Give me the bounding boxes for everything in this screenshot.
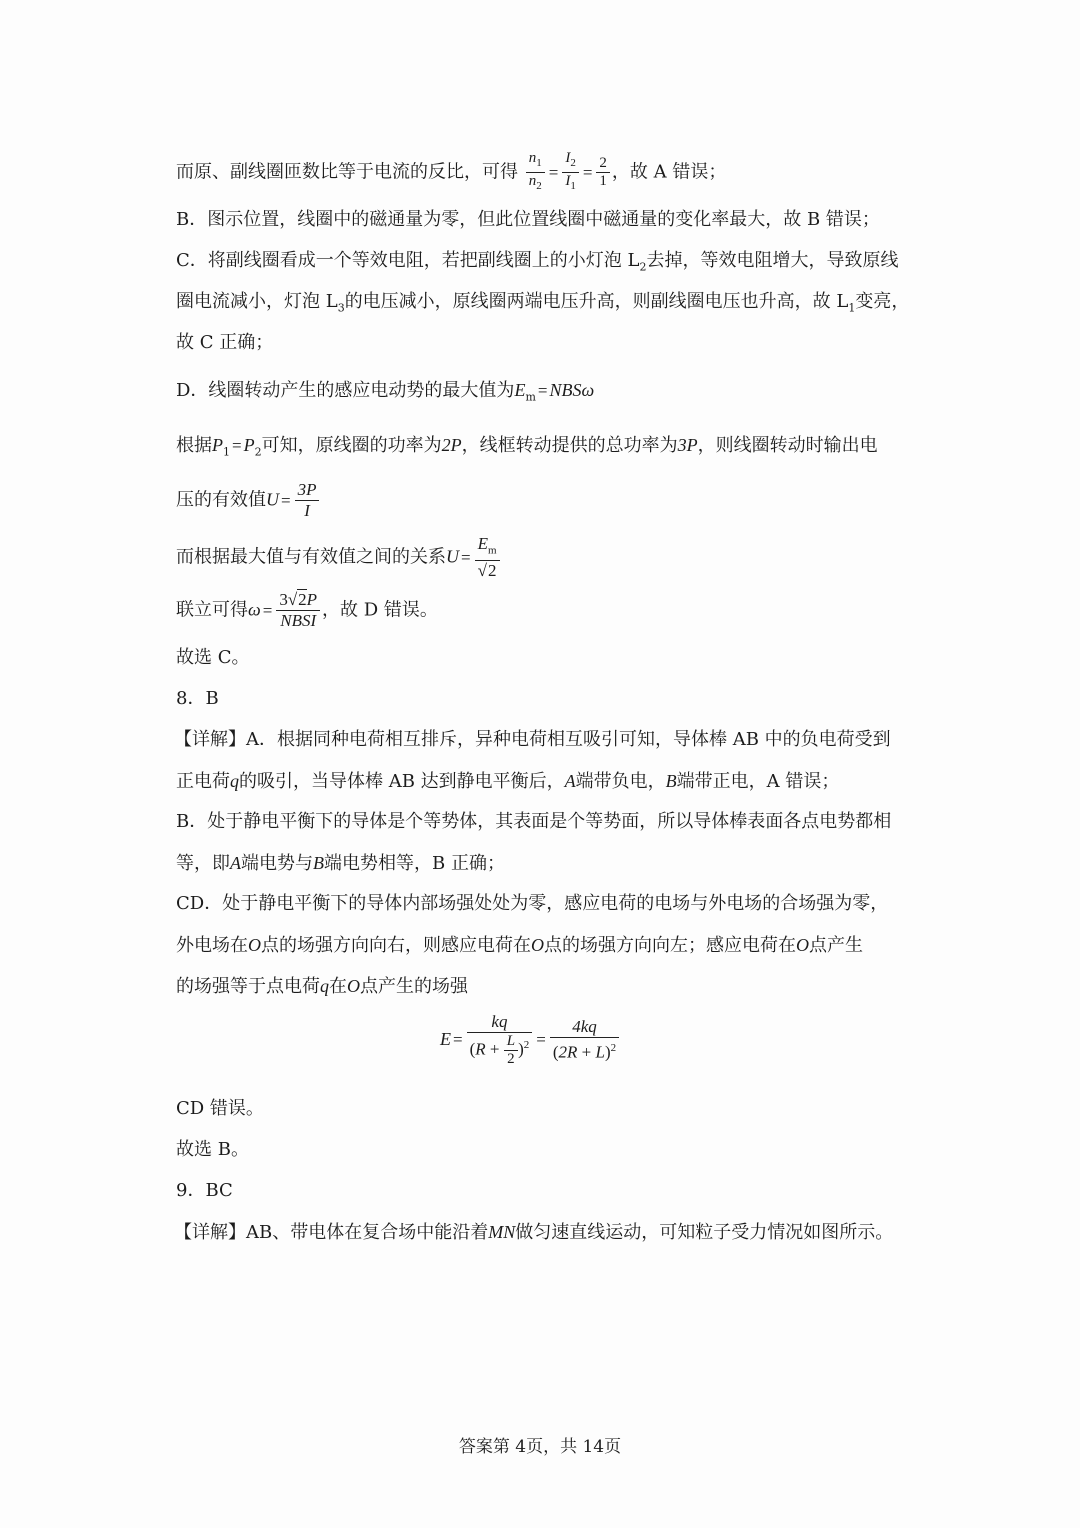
fraction-3P-I: $\frac{3P}{I}$ — [295, 480, 320, 521]
fraction-I2-I1: $\frac{I_2}{I_1}$ — [562, 150, 579, 195]
fraction-n1-n2: $\frac{n_1}{n_2}$ — [526, 150, 545, 195]
line-relation: 而根据最大值与有效值之间的关系U = $\frac{E_m}{√2}$ — [176, 534, 502, 581]
line-q8-5: CD．处于静电平衡下的导体内部场强处处为零，感应电荷的电场与外电场的合场强为零， — [176, 893, 889, 914]
line-q8-6: 外电场在O点的场强方向向右，则感应电荷在O点的场强方向向左；感应电荷在O点产生 — [176, 935, 863, 956]
field-equation: E = kq (R + $\frac{L}{2}$ )$^2$ = $\frac{4kq}{(2R + L)^2}$ — [440, 1012, 621, 1068]
line-q8-detail: 【详解】A．根据同种电荷相互排斥，异种电荷相互吸引可知，导体棒 AB 中的负电荷受到 — [174, 729, 891, 750]
fraction-4kq: $\frac{4kq}{(2R + L)^2}$ — [550, 1017, 619, 1063]
line-U: 压的有效值U = $\frac{3P}{I}$ — [176, 480, 321, 521]
line-C: C．将副线圈看成一个等效电阻，若把副线圈上的小灯泡 $L_2$去掉，等效电阻增大，导致原线 — [176, 250, 899, 274]
text: ，故 A 错误； — [611, 161, 727, 183]
line-q8-4: 等，即A端电势与B端电势相等，B 正确； — [176, 853, 505, 874]
line-ratio: 而原、副线圈匝数比等于电流的反比，可得 $\frac{n_1}{n_2}$ = $\frac{I_2}{I_1}$ = $\frac{2}{1}$ ，故 A 错误； — [176, 150, 726, 195]
line-q9-detail: 【详解】AB、带电体在复合场中能沿着MN做匀速直线运动，可知粒子受力情况如图所示。 — [174, 1222, 894, 1243]
fraction-2-1: $\frac{2}{1}$ — [596, 155, 610, 190]
line-choose-C: 故选 C。 — [176, 647, 250, 668]
line-q8: 8．B — [176, 688, 219, 709]
line-q8-7: 的场强等于点电荷q在O点产生的场强 — [176, 976, 468, 997]
line-C3: 故 C 正确； — [176, 332, 274, 353]
line-power: 根据$P_1 = P_2$可知，原线圈的功率为2P，线框转动提供的总功率为3P，则线圈转动时输出电 — [176, 435, 878, 459]
line-C2: 圈电流减小，灯泡 $L_3$的电压减小，原线圈两端电压升高，则副线圈电压也升高，故 $L_1$变亮， — [176, 291, 910, 315]
fraction-kq: kq (R + $\frac{L}{2}$ )$^2$ — [467, 1012, 533, 1068]
line-cd-wrong: CD 错误。 — [176, 1098, 264, 1119]
line-q9: 9．BC — [176, 1180, 233, 1201]
line-q8-3: B．处于静电平衡下的导体是个等势体，其表面是个等势面，所以导体棒表面各点电势都相 — [176, 811, 892, 832]
fraction-omega: $\frac{3√2P}{\text{NBSI}}$ — [276, 590, 320, 631]
line-D: D．线圈转动产生的感应电动势的最大值为$E_m = NBS\omega$ — [176, 380, 595, 404]
line-omega: 联立可得ω = $\frac{3√2P}{\text{NBSI}}$ ，故 D 错误。 — [176, 590, 438, 630]
line-choose-B: 故选 B。 — [176, 1139, 249, 1160]
fraction-Em-sqrt2: $\frac{E_m}{√2}$ — [475, 534, 500, 581]
page-footer: 答案第 4页，共 14页 — [458, 1437, 622, 1457]
line-q8-2: 正电荷q的吸引，当导体棒 AB 达到静电平衡后，A端带负电，B端带正电，A 错误； — [176, 771, 840, 792]
text: 而原、副线圈匝数比等于电流的反比，可得 — [176, 161, 518, 183]
line-B: B．图示位置，线圈中的磁通量为零，但此位置线圈中磁通量的变化率最大，故 B 错误； — [176, 209, 880, 230]
